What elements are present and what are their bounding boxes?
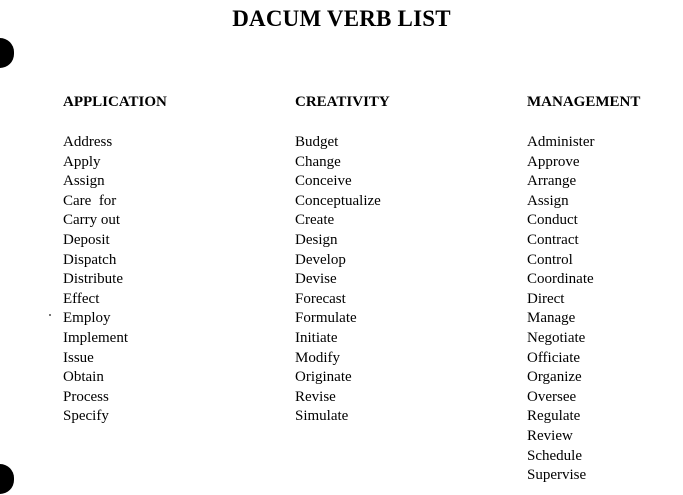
verb-item: Oversee [527, 388, 577, 405]
verb-item: Simulate [295, 408, 349, 425]
verb-item: Arrange [527, 173, 577, 190]
application-column [63, 92, 167, 427]
verb-item: Initiate [295, 329, 338, 346]
verb-item: Distribute [63, 271, 123, 288]
verb-item: Employ [63, 310, 111, 327]
creativity-column-header: CREATIVITY [295, 94, 390, 110]
verb-item: Direct [527, 290, 565, 307]
verb-item: Deposit [63, 231, 110, 248]
verb-item: Process [63, 388, 109, 405]
binder-hole-top [0, 38, 14, 68]
verb-item: Address [63, 134, 113, 150]
application-verb-list [63, 133, 167, 427]
verb-item: Carry out [63, 212, 121, 229]
management-verb-list [527, 133, 640, 486]
verb-item: Officiate [527, 349, 581, 366]
verb-item: Schedule [527, 447, 582, 464]
management-column [527, 92, 640, 486]
verb-item: Contract [527, 231, 579, 248]
verb-item: Supervise [527, 467, 587, 484]
verb-item: Design [295, 231, 338, 248]
verb-item: Dispatch [63, 251, 117, 268]
verb-item: Formulate [295, 310, 357, 327]
verb-item: Specify [63, 408, 109, 425]
creativity-verb-list [295, 133, 390, 427]
management-column-header: MANAGEMENT [527, 94, 641, 110]
verb-item: Control [527, 251, 573, 268]
verb-item: Develop [295, 251, 346, 268]
verb-item: Apply [63, 153, 101, 170]
verb-item: Obtain [63, 369, 104, 386]
verb-item: Budget [295, 134, 339, 150]
verb-item: Assign [63, 173, 105, 190]
verb-item: Forecast [295, 290, 346, 307]
verb-item: Organize [527, 369, 582, 386]
verb-item: Administer [527, 134, 595, 150]
verb-item: Change [295, 153, 341, 170]
verb-item: Originate [295, 369, 352, 386]
verb-item: Manage [527, 310, 576, 327]
creativity-column [295, 92, 390, 427]
verb-item: Implement [63, 329, 128, 346]
verb-item: Negotiate [527, 329, 586, 346]
verb-item: Regulate [527, 408, 581, 425]
binder-hole-bottom [0, 464, 14, 494]
application-column-header: APPLICATION [63, 94, 167, 110]
verb-item: Conduct [527, 212, 578, 229]
verb-item: Conceive [295, 173, 352, 190]
verb-item: Issue [63, 349, 94, 366]
page-title: DACUM VERB LIST [232, 6, 451, 31]
verb-item: Approve [527, 153, 580, 170]
verb-item: Effect [63, 290, 100, 307]
verb-item: Create [295, 212, 335, 229]
verb-item: Assign [527, 192, 569, 209]
verb-item: Review [527, 427, 573, 444]
verb-item: Modify [295, 349, 340, 366]
verb-item: Devise [295, 271, 337, 288]
verb-item: Revise [295, 388, 336, 405]
verb-item: Care for [63, 192, 117, 209]
verb-item: Conceptualize [295, 192, 381, 209]
verb-item: Coordinate [527, 271, 594, 288]
scan-speck [49, 314, 51, 316]
